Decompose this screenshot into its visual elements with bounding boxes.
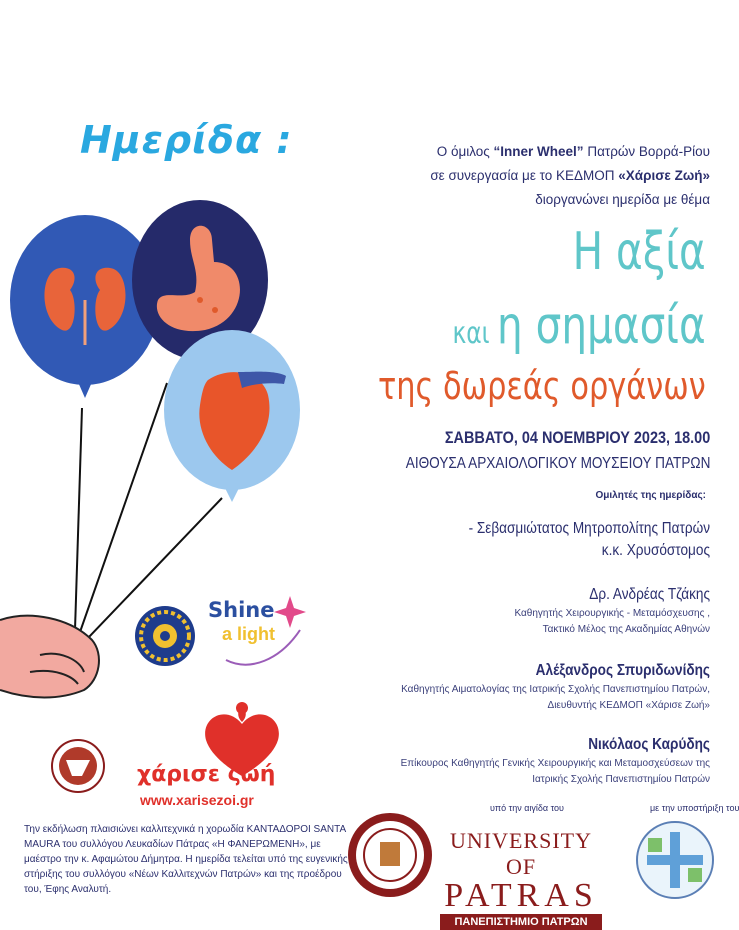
speakers-label: Ομιλητές της ημερίδας: — [595, 490, 706, 501]
alight-logo-word: a light — [222, 624, 275, 644]
charity-url[interactable]: www.xarisezoi.gr — [140, 792, 254, 808]
speaker-4 — [270, 734, 710, 788]
speaker-role: Επίκουρος Καθηγητής Γενικής Χειρουργικής και Μεταμοσχεύσεων της — [400, 758, 710, 769]
charity-name: χάρισε ζωή — [137, 762, 276, 787]
university-seal-icon — [348, 813, 432, 897]
speaker-title: κ.κ. Χρυσόστομος — [601, 542, 710, 559]
university-name-gr: ΠΑΝΕΠΙΣΤΗΜΙΟ ΠΑΤΡΩΝ — [440, 914, 602, 930]
hand-illustration — [0, 616, 99, 698]
title-line-3: της δωρεάς οργάνων — [378, 364, 706, 408]
speaker-name: - Σεβασμιώτατος Μητροπολίτης Πατρών — [468, 520, 710, 537]
organizer-text: σε συνεργασία με το ΚΕΔΜΟΠ — [430, 168, 619, 183]
event-date: ΣΑΒΒΑΤΟ, 04 ΝΟΕΜΒΡΙΟΥ 2023, 18.00 — [444, 428, 710, 447]
organizer-text: Πατρών Βορρά-Ρίου — [583, 144, 710, 159]
kedmop-name: «Χάρισε Ζωή» — [618, 168, 710, 183]
speaker-role: Τακτικό Μέλος της Ακαδημίας Αθηνών — [542, 624, 710, 635]
footer-note: Την εκδήλωση πλαισιώνει καλλιτεχνικά η χορωδία ΚΑΝΤΑΔΟΡΟΙ SANTA MAURA του συλλόγου Λευκαδίων Πάτρας «Η ΦΑΝΕΡΩΜΕΝΗ», με μαέστρο την κ. Αφαμώτου Δήμητρα. Η ημερίδα τελείται υπό της ευγενικής στήριξης του συλλόγου «Νέων Καλλιτεχνών Πατρών» και της προέδρου του, Έφης Αναλυτή. — [24, 824, 348, 895]
inner-wheel-name: “Inner Wheel” — [493, 144, 584, 159]
event-venue: ΑΙΘΟΥΣΑ ΑΡΧΑΙΟΛΟΓΙΚΟΥ ΜΟΥΣΕΙΟΥ ΠΑΤΡΩΝ — [405, 455, 710, 472]
speaker-role: Καθηγητής Χειρουργικής - Μεταμόσχευσης , — [514, 608, 710, 619]
speaker-role: Καθηγητής Αιματολογίας της Ιατρικής Σχολής Πανεπιστημίου Πατρών, — [401, 684, 710, 695]
university-name-en-2: PATRAS — [444, 877, 598, 914]
title-line-1: Η αξία — [572, 222, 706, 282]
organizer-line-2 — [290, 164, 710, 188]
university-name-en-1: UNIVERSITY OF — [450, 828, 592, 879]
organizer-line-1 — [290, 140, 710, 164]
event-heading: Ημερίδα : — [80, 118, 293, 162]
organizer-line-3: διοργανώνει ημερίδα με θέμα — [535, 192, 710, 207]
title-line-2 — [453, 296, 706, 356]
support-org-logo — [637, 822, 713, 898]
support-label: με την υποστήριξη του — [650, 803, 739, 813]
speaker-3 — [270, 660, 710, 714]
balloon-string — [75, 408, 82, 630]
under-auspices-label: υπό την αιγίδα του — [490, 803, 564, 813]
speaker-name: Νικόλαος Καρύδης — [588, 736, 710, 753]
organizer-text: Ο όμιλος — [436, 144, 494, 159]
speaker-1 — [270, 518, 710, 562]
heart-balloon — [164, 330, 300, 502]
title-line-2-large: η σημασία — [497, 296, 706, 356]
speaker-role: Ιατρικής Σχολής Πανεπιστημίου Πατρών — [532, 774, 710, 785]
organizer-block — [290, 140, 710, 212]
speaker-role: Διευθυντής ΚΕΔΜΟΠ «Χάρισε Ζωή» — [547, 700, 710, 711]
shine-logo-word: Shine — [208, 598, 275, 622]
title-line-2-small: και — [452, 316, 498, 351]
charity-seal-icon — [52, 740, 104, 792]
inner-wheel-logo — [135, 606, 195, 666]
balloon-string — [80, 383, 167, 632]
speaker-name: Αλέξανδρος Σπυριδωνίδης — [535, 662, 710, 679]
speaker-name: Δρ. Ανδρέας Τζάκης — [589, 586, 710, 603]
university-logo — [440, 828, 602, 930]
speaker-2 — [270, 584, 710, 638]
